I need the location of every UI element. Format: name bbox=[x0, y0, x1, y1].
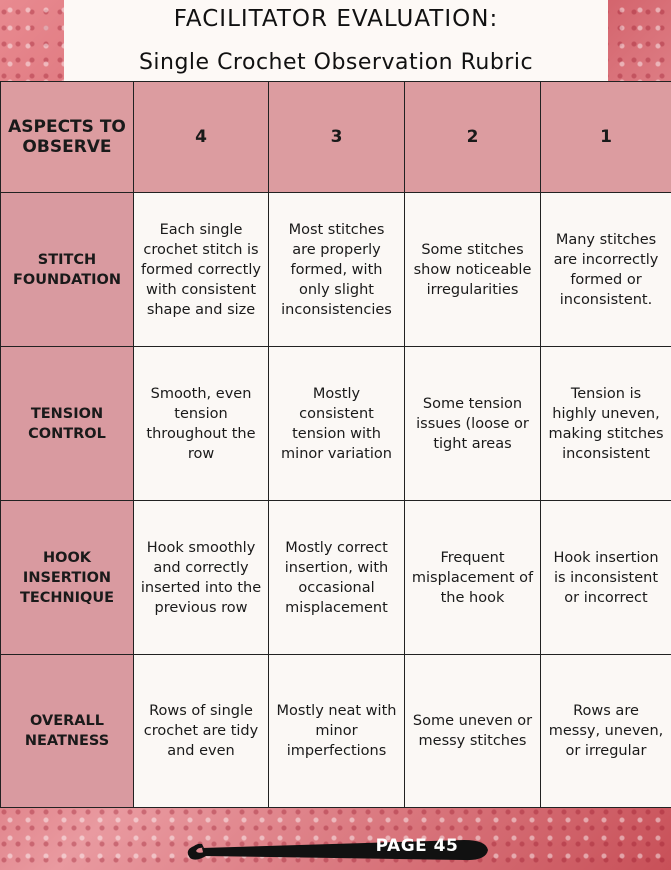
page-number: PAGE 45 bbox=[375, 836, 459, 856]
rubric-cell: Hook smoothly and correctly inserted into the previous row bbox=[134, 501, 269, 655]
aspect-label: TENSION CONTROL bbox=[1, 347, 134, 501]
table-row bbox=[1, 501, 671, 655]
header-score-1: 1 bbox=[541, 82, 671, 193]
title-box bbox=[64, 0, 608, 82]
rubric-cell: Some uneven or messy stitches bbox=[405, 655, 541, 808]
table-row bbox=[1, 193, 671, 347]
rubric-cell: Rows are messy, uneven, or irregular bbox=[541, 655, 671, 808]
rubric-cell: Smooth, even tension throughout the row bbox=[134, 347, 269, 501]
rubric-cell: Rows of single crochet are tidy and even bbox=[134, 655, 269, 808]
table-row bbox=[1, 347, 671, 501]
header-aspects: ASPECTS TO OBSERVE bbox=[1, 82, 134, 193]
rubric-cell: Some tension issues (loose or tight areas bbox=[405, 347, 541, 501]
rubric-cell: Mostly consistent tension with minor variation bbox=[269, 347, 405, 501]
header-score-4: 4 bbox=[134, 82, 269, 193]
rubric-cell: Mostly correct insertion, with occasional misplacement bbox=[269, 501, 405, 655]
aspect-label: OVERALL NEATNESS bbox=[1, 655, 134, 808]
rubric-cell: Mostly neat with minor imperfections bbox=[269, 655, 405, 808]
rubric-cell: Many stitches are incorrectly formed or inconsistent. bbox=[541, 193, 671, 347]
rubric-cell: Most stitches are properly formed, with only slight inconsistencies bbox=[269, 193, 405, 347]
table-row bbox=[1, 655, 671, 808]
header-row bbox=[1, 82, 671, 193]
page-subtitle: Single Crochet Observation Rubric bbox=[138, 50, 534, 75]
rubric-cell: Frequent misplacement of the hook bbox=[405, 501, 541, 655]
header-score-2: 2 bbox=[405, 82, 541, 193]
rubric-cell: Tension is highly uneven, making stitches inconsistent bbox=[541, 347, 671, 501]
rubric-cell: Each single crochet stitch is formed correctly with consistent shape and size bbox=[134, 193, 269, 347]
rubric-table bbox=[0, 81, 671, 808]
aspect-label: HOOK INSERTION TECHNIQUE bbox=[1, 501, 134, 655]
page-title: FACILITATOR EVALUATION: bbox=[173, 6, 499, 32]
rubric-cell: Hook insertion is inconsistent or incorrect bbox=[541, 501, 671, 655]
rubric-cell: Some stitches show noticeable irregularities bbox=[405, 193, 541, 347]
header-score-3: 3 bbox=[269, 82, 405, 193]
aspect-label: STITCH FOUNDATION bbox=[1, 193, 134, 347]
